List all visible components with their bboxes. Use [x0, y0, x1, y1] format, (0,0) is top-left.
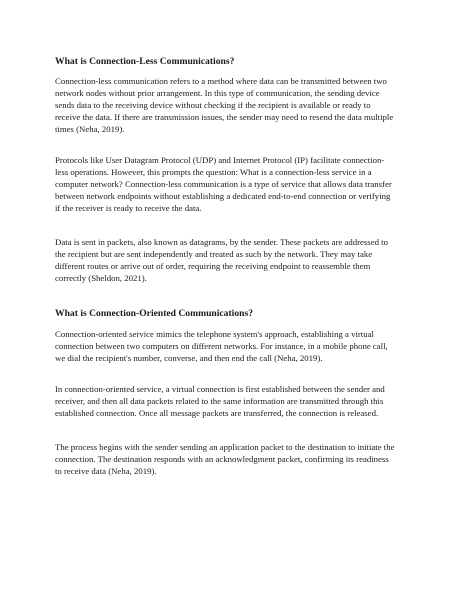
paragraph-datagrams: [55, 236, 425, 284]
text-line: Connection-oriented service mimics the telephone system's approach, establishing a virtual: [55, 329, 374, 339]
text-line: we dial the recipient's number, converse, and then end the call (Neha, 2019).: [55, 353, 323, 363]
text-line: times (Neha, 2019).: [55, 124, 125, 134]
text-line: connection. The destination responds with an acknowledgment packet, confirming its readiness: [55, 454, 389, 464]
text-line: network nodes without prior arrangement. In this type of communication, the sending device: [55, 88, 380, 98]
paragraph-protocols: [55, 154, 425, 214]
text-line: computer network? Connection-less communication is a type of service that allows data transfer: [55, 179, 392, 189]
text-line: receive the data. If there are transmission issues, the sender may need to resend the data multiple: [55, 112, 394, 122]
text-line: sends data to the receiving device without checking if the recipient is available or ready to: [55, 100, 371, 110]
paragraph-handshake-process: [55, 441, 425, 477]
text-line: Protocols like User Datagram Protocol (UDP) and Internet Protocol (IP) facilitate connection-: [55, 155, 385, 165]
text-line: less operations. However, this prompts the question: What is a connection-less service in a: [55, 167, 372, 177]
text-line: connection between two computers on different networks. For instance, in a mobile phone call,: [55, 341, 388, 351]
paragraph-virtual-connection: [55, 383, 425, 419]
text-line: between network endpoints without establishing a dedicated end-to-end connection or verifying: [55, 191, 391, 201]
text-line: if the receiver is ready to receive the data.: [55, 203, 202, 213]
text-line: The process begins with the sender sending an application packet to the destination to initiate the: [55, 442, 395, 452]
text-line: different routes or arrive out of order, requiring the receiving endpoint to reassemble them: [55, 261, 371, 271]
text-line: established connection. Once all message packets are transferred, the connection is released.: [55, 408, 379, 418]
text-line: receiver, and then all data packets related to the same information are transmitted through this: [55, 396, 384, 406]
paragraph-connection-less-definition: [55, 75, 425, 135]
text-line: the recipient but are sent independently and treated as such by the network. They may take: [55, 249, 373, 259]
heading-connection-oriented: What is Connection-Oriented Communications?: [55, 308, 254, 319]
text-line: to receive data (Neha, 2019).: [55, 466, 157, 476]
text-line: Data is sent in packets, also known as datagrams, by the sender. These packets are addressed to: [55, 237, 388, 247]
heading-connection-less: What is Connection-Less Communications?: [55, 56, 235, 67]
text-line: correctly (Sheldon, 2021).: [55, 273, 147, 283]
text-line: Connection-less communication refers to a method where data can be transmitted between two: [55, 76, 387, 86]
text-line: In connection-oriented service, a virtual connection is first established between the sender and: [55, 384, 385, 394]
paragraph-connection-oriented-definition: [55, 328, 425, 364]
